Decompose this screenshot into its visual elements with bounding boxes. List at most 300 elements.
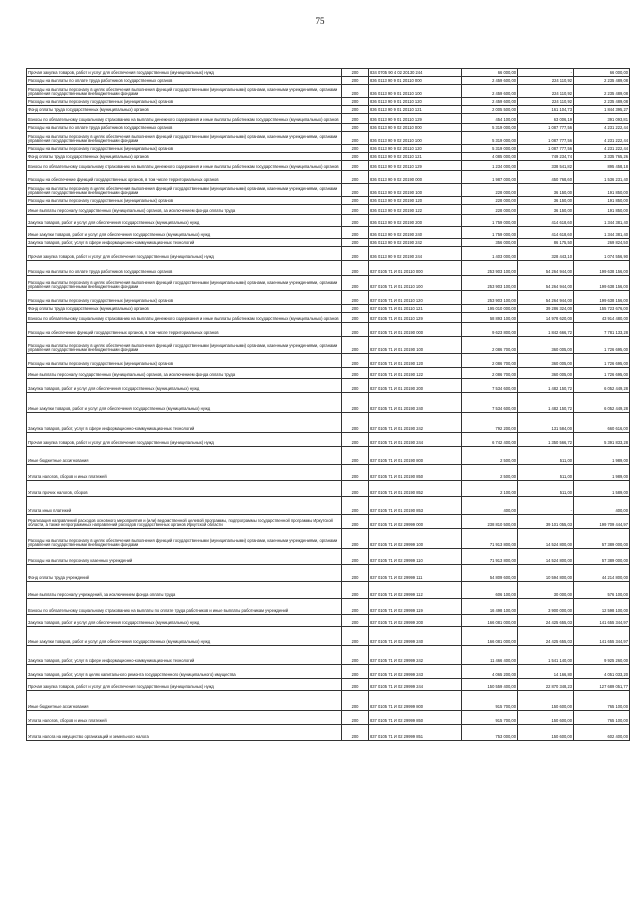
row-name-cell: Иные бюджетные ассигнования (27, 691, 342, 711)
table-row (27, 85, 630, 98)
row-name-cell: Расходы на выплаты персоналу в целях обеспечения выполнения функций государственными (муниципальными) органами, казенными учреждениями, органами управления государственными внебюджетными фондами (27, 184, 342, 197)
row-name-cell: Уплата прочих налогов, сборов (27, 481, 342, 497)
row-remainder-cell: 1 844 395,27 (574, 106, 630, 114)
row-name-cell: Расходы на обеспечение функций государственных органов, в том числе территориальных органов (27, 323, 342, 337)
row-name-cell: Взносы по обязательному социальному страхованию на выплаты денежного содержания и иные выплаты работникам государственных (муниципальных) органов (27, 161, 342, 171)
row-remainder-cell: 1 589,00 (574, 481, 630, 497)
table-row (27, 305, 630, 313)
row-executed-cell: 14 524 800,00 (518, 549, 574, 565)
row-kbk-cell: 837 0105 71 И 01 20190 200 (369, 379, 462, 393)
row-kbk-cell: 836 0113 90 9 02 20190 100 (369, 184, 462, 197)
row-approved-cell: 54 809 600,00 (462, 565, 518, 582)
table-row (27, 114, 630, 124)
row-name-cell: Расходы на выплаты персоналу государственных (муниципальных) органов (27, 197, 342, 205)
row-code-cell: 200 (342, 646, 369, 665)
row-kbk-cell: 834 0705 90 4 02 20130 244 (369, 69, 462, 77)
row-executed-cell: 511,00 (518, 465, 574, 481)
row-executed-cell: 338 541,82 (518, 161, 574, 171)
table-row (27, 69, 630, 77)
row-remainder-cell: 400,00 (574, 497, 630, 515)
row-approved-cell: 2 086 700,00 (462, 337, 518, 354)
row-name-cell: Фонд оплаты труда государственных (муниципальных) органов (27, 153, 342, 161)
table-row (27, 368, 630, 379)
row-executed-cell: 224 110,92 (518, 77, 574, 85)
table-row (27, 565, 630, 582)
row-executed-cell: 224 110,92 (518, 85, 574, 98)
row-name-cell: Расходы на выплаты персоналу в целях обеспечения выполнения функций государственными (муниципальными) органами, казенными учреждениями, органами управления государственными внебюджетными фондами (27, 85, 342, 98)
row-executed-cell: 150 600,00 (518, 691, 574, 711)
row-name-cell: Взносы по обязательному социальному страхованию на выплаты денежного содержания и иные выплаты работникам государственных (муниципальных) органов (27, 114, 342, 124)
row-name-cell: Иные закупки товаров, работ и услуг для обеспечения государственных (муниципальных) нужд (27, 227, 342, 239)
row-code-cell: 200 (342, 171, 369, 184)
row-approved-cell: 58 893 100,00 (462, 313, 518, 323)
row-approved-cell: 9 623 800,00 (462, 323, 518, 337)
row-name-cell: Фонд оплаты труда учреждений (27, 565, 342, 582)
row-executed-cell: 1 842 666,72 (518, 323, 574, 337)
row-approved-cell: 2 086 700,00 (462, 368, 518, 379)
row-code-cell: 200 (342, 205, 369, 215)
row-remainder-cell: 6 052 449,28 (574, 393, 630, 413)
row-code-cell: 200 (342, 711, 369, 725)
table-row (27, 124, 630, 132)
row-name-cell: Иные бюджетные ассигнования (27, 447, 342, 465)
table-row (27, 145, 630, 153)
row-remainder-cell: 12 598 100,00 (574, 599, 630, 615)
row-kbk-cell: 837 0105 71 И 02 29999 851 (369, 725, 462, 741)
row-remainder-cell: 1 989,00 (574, 465, 630, 481)
row-approved-cell: 1 759 000,00 (462, 215, 518, 227)
row-executed-cell: 360 005,00 (518, 337, 574, 354)
row-code-cell: 200 (342, 529, 369, 549)
row-kbk-cell: 836 0113 90 9 02 20110 129 (369, 161, 462, 171)
row-code-cell: 200 (342, 184, 369, 197)
row-name-cell: Расходы на выплаты персоналу государственных (муниципальных) органов (27, 291, 342, 305)
row-kbk-cell: 837 0105 71 И 02 29999 800 (369, 691, 462, 711)
row-kbk-cell: 836 0113 90 9 02 20110 120 (369, 145, 462, 153)
row-kbk-cell: 837 0105 71 И 02 29999 100 (369, 529, 462, 549)
table-row (27, 98, 630, 106)
row-name-cell: Иные выплаты персоналу учреждений, за исключением фонда оплаты труда (27, 582, 342, 599)
table-row (27, 354, 630, 368)
row-remainder-cell: 4 231 222,44 (574, 132, 630, 145)
row-executed-cell: 749 234,74 (518, 153, 574, 161)
row-approved-cell: 2 005 500,00 (462, 106, 518, 114)
row-code-cell: 200 (342, 497, 369, 515)
row-name-cell: Закупка товаров, работ, услуг в целях капитального ремонта государственного (муниципального) имущества (27, 665, 342, 679)
row-code-cell: 200 (342, 313, 369, 323)
row-executed-cell: 161 104,73 (518, 106, 574, 114)
row-kbk-cell: 837 0105 71 И 02 29999 111 (369, 565, 462, 582)
table-row (27, 549, 630, 565)
row-remainder-cell: 191 850,00 (574, 197, 630, 205)
table-row (27, 197, 630, 205)
row-executed-cell: 54 264 944,00 (518, 261, 574, 276)
table-row (27, 184, 630, 197)
row-kbk-cell: 836 0113 90 9 02 20110 121 (369, 153, 462, 161)
row-executed-cell: 54 264 944,00 (518, 276, 574, 291)
row-name-cell: Расходы на выплаты персоналу государственных (муниципальных) органов (27, 354, 342, 368)
row-code-cell: 200 (342, 276, 369, 291)
row-executed-cell: 360 005,00 (518, 368, 574, 379)
row-kbk-cell: 837 0105 71 И 01 20190 240 (369, 393, 462, 413)
row-code-cell: 200 (342, 153, 369, 161)
row-code-cell: 200 (342, 393, 369, 413)
row-kbk-cell: 837 0105 71 И 01 20110 100 (369, 276, 462, 291)
row-remainder-cell: 7 781 133,28 (574, 323, 630, 337)
row-code-cell: 200 (342, 679, 369, 691)
row-remainder-cell: 660 616,00 (574, 413, 630, 433)
row-approved-cell: 2 500,00 (462, 465, 518, 481)
row-remainder-cell: 57 389 000,00 (574, 529, 630, 549)
row-code-cell: 200 (342, 582, 369, 599)
row-approved-cell: 11 466 400,00 (462, 646, 518, 665)
row-kbk-cell: 837 0105 71 И 01 20110 000 (369, 261, 462, 276)
row-name-cell: Иные выплаты персоналу государственных (муниципальных) органов, за исключением фонда оплаты труда (27, 368, 342, 379)
row-kbk-cell: 837 0105 71 И 02 29999 240 (369, 627, 462, 646)
row-remainder-cell: 199 638 156,00 (574, 276, 630, 291)
row-kbk-cell: 837 0105 71 И 01 20190 850 (369, 465, 462, 481)
row-code-cell: 200 (342, 691, 369, 711)
table-row (27, 393, 630, 413)
table-row (27, 323, 630, 337)
row-kbk-cell: 837 0105 71 И 01 20190 000 (369, 323, 462, 337)
row-name-cell: Закупка товаров, работ, услуг в сфере информационно-коммуникационных технологий (27, 413, 342, 433)
row-code-cell: 200 (342, 261, 369, 276)
row-name-cell: Расходы на обеспечение функций государственных органов, в том числе территориальных органов (27, 171, 342, 184)
row-code-cell: 200 (342, 227, 369, 239)
row-executed-cell: 24 425 655,03 (518, 615, 574, 627)
row-approved-cell: 4 085 000,00 (462, 153, 518, 161)
row-code-cell: 200 (342, 565, 369, 582)
row-remainder-cell: 1 726 695,00 (574, 354, 630, 368)
row-remainder-cell: 765 100,00 (574, 691, 630, 711)
row-executed-cell: 150 600,00 (518, 711, 574, 725)
row-approved-cell: 454 100,00 (462, 114, 518, 124)
row-name-cell: Фонд оплаты труда государственных (муниципальных) органов (27, 305, 342, 313)
row-kbk-cell: 837 0105 71 И 01 20110 121 (369, 305, 462, 313)
table-row (27, 276, 630, 291)
row-code-cell: 200 (342, 69, 369, 77)
table-row (27, 515, 630, 529)
row-executed-cell: 150 600,00 (518, 725, 574, 741)
row-executed-cell: 24 425 655,03 (518, 627, 574, 646)
table-row (27, 481, 630, 497)
row-approved-cell: 150 559 400,00 (462, 679, 518, 691)
row-name-cell: Иные выплаты персоналу государственных (муниципальных) органов, за исключением фонда оплаты труда (27, 205, 342, 215)
row-kbk-cell: 836 0113 90 9 02 20190 240 (369, 227, 462, 239)
row-approved-cell: 5 319 000,00 (462, 145, 518, 153)
row-code-cell: 200 (342, 481, 369, 497)
row-name-cell: Расходы на выплаты персоналу в целях обеспечения выполнения функций государственными (муниципальными) органами, казенными учреждениями, органами управления государственными внебюджетными фондами (27, 529, 342, 549)
table-row (27, 529, 630, 549)
table-row (27, 291, 630, 305)
row-kbk-cell: 836 0113 90 9 01 20110 120 (369, 98, 462, 106)
row-remainder-cell: 2 235 489,08 (574, 98, 630, 106)
row-executed-cell: 36 150,00 (518, 205, 574, 215)
row-name-cell: Расходы на выплаты персоналу государственных (муниципальных) органов (27, 98, 342, 106)
row-approved-cell: 253 903 100,00 (462, 261, 518, 276)
row-approved-cell: 2 086 700,00 (462, 354, 518, 368)
row-code-cell: 200 (342, 98, 369, 106)
row-approved-cell: 5 319 000,00 (462, 132, 518, 145)
row-kbk-cell: 837 0105 71 И 02 29999 243 (369, 665, 462, 679)
row-kbk-cell: 836 0113 90 9 01 20110 129 (369, 114, 462, 124)
row-executed-cell: 328 443,10 (518, 247, 574, 261)
row-remainder-cell: 199 638 156,00 (574, 261, 630, 276)
row-name-cell: Расходы на выплаты персоналу государственных (муниципальных) органов (27, 145, 342, 153)
row-kbk-cell: 837 0105 71 И 01 20190 244 (369, 433, 462, 447)
row-name-cell: Уплата налога на имущество организаций и земельного налога (27, 725, 342, 741)
row-code-cell: 200 (342, 447, 369, 465)
table-row (27, 261, 630, 276)
row-remainder-cell: 141 655 344,97 (574, 627, 630, 646)
row-approved-cell: 7 534 600,00 (462, 379, 518, 393)
table-row (27, 599, 630, 615)
row-executed-cell: 1 087 777,56 (518, 145, 574, 153)
row-name-cell: Закупка товаров, работ и услуг для обеспечения государственных (муниципальных) нужд (27, 215, 342, 227)
row-code-cell: 200 (342, 161, 369, 171)
row-remainder-cell: 765 100,00 (574, 711, 630, 725)
row-remainder-cell: 199 709 444,97 (574, 515, 630, 529)
row-remainder-cell: 4 051 033,20 (574, 665, 630, 679)
row-approved-cell: 71 913 800,00 (462, 529, 518, 549)
row-name-cell: Расходы на выплаты по оплате труда работников государственных органов (27, 261, 342, 276)
row-name-cell: Взносы по обязательному социальному страхованию на выплаты по оплате труда работников и иные выплаты работникам учреждений (27, 599, 342, 615)
row-kbk-cell: 836 0113 90 9 02 20190 200 (369, 215, 462, 227)
row-code-cell: 200 (342, 515, 369, 529)
row-name-cell: Реализация направлений расходов основного мероприятия и (или) ведомственной целевой программы, подпрограммы государственной программы Иркутской области, а также непрограммных направлений расходов государственных органов Иркутской области (27, 515, 342, 529)
row-approved-cell: 166 081 000,00 (462, 627, 518, 646)
row-remainder-cell: 1 344 381,40 (574, 215, 630, 227)
table-row (27, 691, 630, 711)
table-row (27, 239, 630, 247)
table-row (27, 582, 630, 599)
row-name-cell: Иные закупки товаров, работ и услуг для обеспечения государственных (муниципальных) нужд (27, 393, 342, 413)
row-code-cell: 200 (342, 132, 369, 145)
row-remainder-cell: 1 989,00 (574, 447, 630, 465)
row-executed-cell: 1 087 777,56 (518, 124, 574, 132)
row-code-cell: 200 (342, 413, 369, 433)
row-name-cell: Расходы на выплаты по оплате труда работников государственных органов (27, 77, 342, 85)
row-remainder-cell: 6 052 449,28 (574, 379, 630, 393)
row-code-cell: 200 (342, 368, 369, 379)
row-kbk-cell: 836 0113 90 9 02 20190 242 (369, 239, 462, 247)
row-remainder-cell: 4 231 222,44 (574, 145, 630, 153)
budget-table-body (27, 69, 630, 741)
table-row (27, 497, 630, 515)
row-remainder-cell: 4 231 222,44 (574, 124, 630, 132)
page-number: 75 (315, 16, 325, 26)
row-approved-cell: 71 913 800,00 (462, 549, 518, 565)
row-approved-cell: 2 459 600,00 (462, 77, 518, 85)
row-kbk-cell: 837 0105 71 И 01 20110 129 (369, 313, 462, 323)
row-code-cell: 200 (342, 379, 369, 393)
row-remainder-cell: 44 214 800,00 (574, 565, 630, 582)
row-code-cell: 200 (342, 239, 369, 247)
row-approved-cell: 195 010 000,00 (462, 305, 518, 313)
row-remainder-cell: 9 925 260,00 (574, 646, 630, 665)
row-remainder-cell: 199 638 156,00 (574, 291, 630, 305)
row-name-cell: Уплата налогов, сборов и иных платежей (27, 465, 342, 481)
row-executed-cell: 1 482 150,72 (518, 393, 574, 413)
row-code-cell: 200 (342, 323, 369, 337)
row-kbk-cell: 836 0113 90 9 01 20110 000 (369, 77, 462, 85)
row-executed-cell: 131 584,00 (518, 413, 574, 433)
row-name-cell: Уплата налогов, сборов и иных платежей (27, 711, 342, 725)
row-name-cell: Закупка товаров, работ и услуг для обеспечения государственных (муниципальных) нужд (27, 615, 342, 627)
table-row (27, 215, 630, 227)
row-remainder-cell: 5 391 833,28 (574, 433, 630, 447)
table-row (27, 447, 630, 465)
row-executed-cell: 1 087 777,56 (518, 132, 574, 145)
row-code-cell: 200 (342, 215, 369, 227)
row-code-cell: 200 (342, 465, 369, 481)
row-remainder-cell: 1 726 695,00 (574, 337, 630, 354)
row-remainder-cell: 141 655 344,97 (574, 615, 630, 627)
row-remainder-cell: 43 914 480,00 (574, 313, 630, 323)
row-code-cell: 200 (342, 114, 369, 124)
row-kbk-cell: 836 0113 90 9 02 20190 120 (369, 197, 462, 205)
row-approved-cell: 238 810 500,00 (462, 515, 518, 529)
row-code-cell: 200 (342, 247, 369, 261)
row-remainder-cell: 269 824,50 (574, 239, 630, 247)
row-name-cell: Расходы на выплаты персоналу в целях обеспечения выполнения функций государственными (муниципальными) органами, казенными учреждениями, органами управления государственными внебюджетными фондами (27, 132, 342, 145)
row-remainder-cell: 1 536 231,40 (574, 171, 630, 184)
row-kbk-cell: 837 0105 71 И 01 20190 242 (369, 413, 462, 433)
row-name-cell: Взносы по обязательному социальному страхованию на выплаты денежного содержания и иные выплаты работникам государственных (муниципальных) органов (27, 313, 342, 323)
table-row (27, 153, 630, 161)
row-approved-cell: 16 498 100,00 (462, 599, 518, 615)
row-executed-cell: 22 870 348,23 (518, 679, 574, 691)
row-remainder-cell: 576 100,00 (574, 582, 630, 599)
row-executed-cell: 36 150,00 (518, 197, 574, 205)
row-approved-cell: 228 000,00 (462, 205, 518, 215)
row-name-cell: Закупка товаров, работ и услуг для обеспечения государственных (муниципальных) нужд (27, 379, 342, 393)
table-row (27, 337, 630, 354)
row-name-cell: Закупка товаров, работ, услуг в сфере информационно-коммуникационных технологий (27, 646, 342, 665)
row-name-cell: Прочая закупка товаров, работ и услуг для обеспечения государственных (муниципальных) нужд (27, 679, 342, 691)
budget-table (26, 68, 630, 741)
row-code-cell: 200 (342, 725, 369, 741)
row-kbk-cell: 837 0105 71 И 02 29999 112 (369, 582, 462, 599)
row-kbk-cell: 837 0105 71 И 02 29999 200 (369, 615, 462, 627)
row-approved-cell: 66 000,00 (462, 69, 518, 77)
row-name-cell: Уплата иных платежей (27, 497, 342, 515)
table-row (27, 161, 630, 171)
row-approved-cell: 792 200,00 (462, 413, 518, 433)
row-executed-cell: 1 482 150,72 (518, 379, 574, 393)
table-row (27, 665, 630, 679)
table-row (27, 247, 630, 261)
table-row (27, 413, 630, 433)
row-code-cell: 200 (342, 124, 369, 132)
table-row (27, 77, 630, 85)
row-approved-cell: 356 000,00 (462, 239, 518, 247)
row-name-cell: Расходы на выплаты по оплате труда работников государственных органов (27, 124, 342, 132)
table-row (27, 725, 630, 741)
row-kbk-cell: 837 0105 71 И 02 29999 119 (369, 599, 462, 615)
row-approved-cell: 2 100,00 (462, 481, 518, 497)
row-approved-cell: 1 234 000,00 (462, 161, 518, 171)
row-remainder-cell: 895 458,18 (574, 161, 630, 171)
row-kbk-cell: 837 0105 71 И 02 29999 110 (369, 549, 462, 565)
row-approved-cell: 1 403 000,00 (462, 247, 518, 261)
row-executed-cell: 54 264 944,00 (518, 291, 574, 305)
table-row (27, 132, 630, 145)
row-executed-cell: 414 618,60 (518, 227, 574, 239)
table-row (27, 227, 630, 239)
row-executed-cell: 224 110,92 (518, 98, 574, 106)
row-executed-cell: 14 524 800,00 (518, 529, 574, 549)
row-kbk-cell: 837 0105 71 И 01 20190 852 (369, 481, 462, 497)
row-executed-cell: 14 166,80 (518, 665, 574, 679)
row-code-cell: 200 (342, 627, 369, 646)
row-kbk-cell: 837 0105 71 И 01 20190 122 (369, 368, 462, 379)
row-approved-cell: 915 700,00 (462, 711, 518, 725)
row-kbk-cell: 837 0105 71 И 01 20190 120 (369, 354, 462, 368)
row-executed-cell: 511,00 (518, 447, 574, 465)
row-remainder-cell: 391 093,81 (574, 114, 630, 124)
row-executed-cell: 39 286 324,00 (518, 305, 574, 313)
row-kbk-cell: 837 0105 71 И 02 29999 242 (369, 646, 462, 665)
row-code-cell: 200 (342, 305, 369, 313)
row-executed-cell: 511,00 (518, 481, 574, 497)
table-row (27, 465, 630, 481)
row-code-cell: 200 (342, 85, 369, 98)
row-code-cell: 200 (342, 106, 369, 114)
row-remainder-cell: 66 000,00 (574, 69, 630, 77)
row-name-cell: Расходы на выплаты персоналу в целях обеспечения выполнения функций государственными (муниципальными) органами, казенными учреждениями, органами управления государственными внебюджетными фондами (27, 276, 342, 291)
row-name-cell: Прочая закупка товаров, работ и услуг для обеспечения государственных (муниципальных) нужд (27, 433, 342, 447)
row-executed-cell: 14 978 620,00 (518, 313, 574, 323)
row-kbk-cell: 836 0113 90 9 02 20190 122 (369, 205, 462, 215)
row-approved-cell: 4 065 200,00 (462, 665, 518, 679)
row-remainder-cell: 191 850,00 (574, 205, 630, 215)
row-approved-cell: 1 759 000,00 (462, 227, 518, 239)
row-remainder-cell: 2 235 489,08 (574, 85, 630, 98)
row-code-cell: 200 (342, 337, 369, 354)
row-kbk-cell: 837 0105 71 И 01 20190 853 (369, 497, 462, 515)
row-approved-cell: 7 534 600,00 (462, 393, 518, 413)
row-approved-cell: 228 000,00 (462, 197, 518, 205)
row-approved-cell: 2 459 600,00 (462, 98, 518, 106)
row-approved-cell: 166 081 000,00 (462, 615, 518, 627)
row-approved-cell: 2 459 600,00 (462, 85, 518, 98)
row-approved-cell: 253 903 100,00 (462, 291, 518, 305)
row-executed-cell: 36 150,00 (518, 184, 574, 197)
row-code-cell: 200 (342, 197, 369, 205)
row-executed-cell: 360 005,00 (518, 354, 574, 368)
row-code-cell: 200 (342, 599, 369, 615)
row-remainder-cell: 155 723 676,00 (574, 305, 630, 313)
row-executed-cell: 3 900 000,00 (518, 599, 574, 615)
row-approved-cell: 606 100,00 (462, 582, 518, 599)
row-code-cell: 200 (342, 433, 369, 447)
table-row (27, 379, 630, 393)
row-remainder-cell: 2 235 489,08 (574, 77, 630, 85)
row-kbk-cell: 837 0105 71 И 02 29999 000 (369, 515, 462, 529)
row-approved-cell: 1 987 000,00 (462, 171, 518, 184)
row-approved-cell: 753 000,00 (462, 725, 518, 741)
row-kbk-cell: 837 0105 71 И 01 20190 800 (369, 447, 462, 465)
row-remainder-cell: 1 344 381,40 (574, 227, 630, 239)
row-name-cell: Фонд оплаты труда государственных (муниципальных) органов (27, 106, 342, 114)
row-remainder-cell: 3 335 765,26 (574, 153, 630, 161)
row-kbk-cell: 837 0105 71 И 02 29999 244 (369, 679, 462, 691)
row-remainder-cell: 191 850,00 (574, 184, 630, 197)
row-approved-cell: 228 000,00 (462, 184, 518, 197)
row-kbk-cell: 837 0105 71 И 01 20190 100 (369, 337, 462, 354)
